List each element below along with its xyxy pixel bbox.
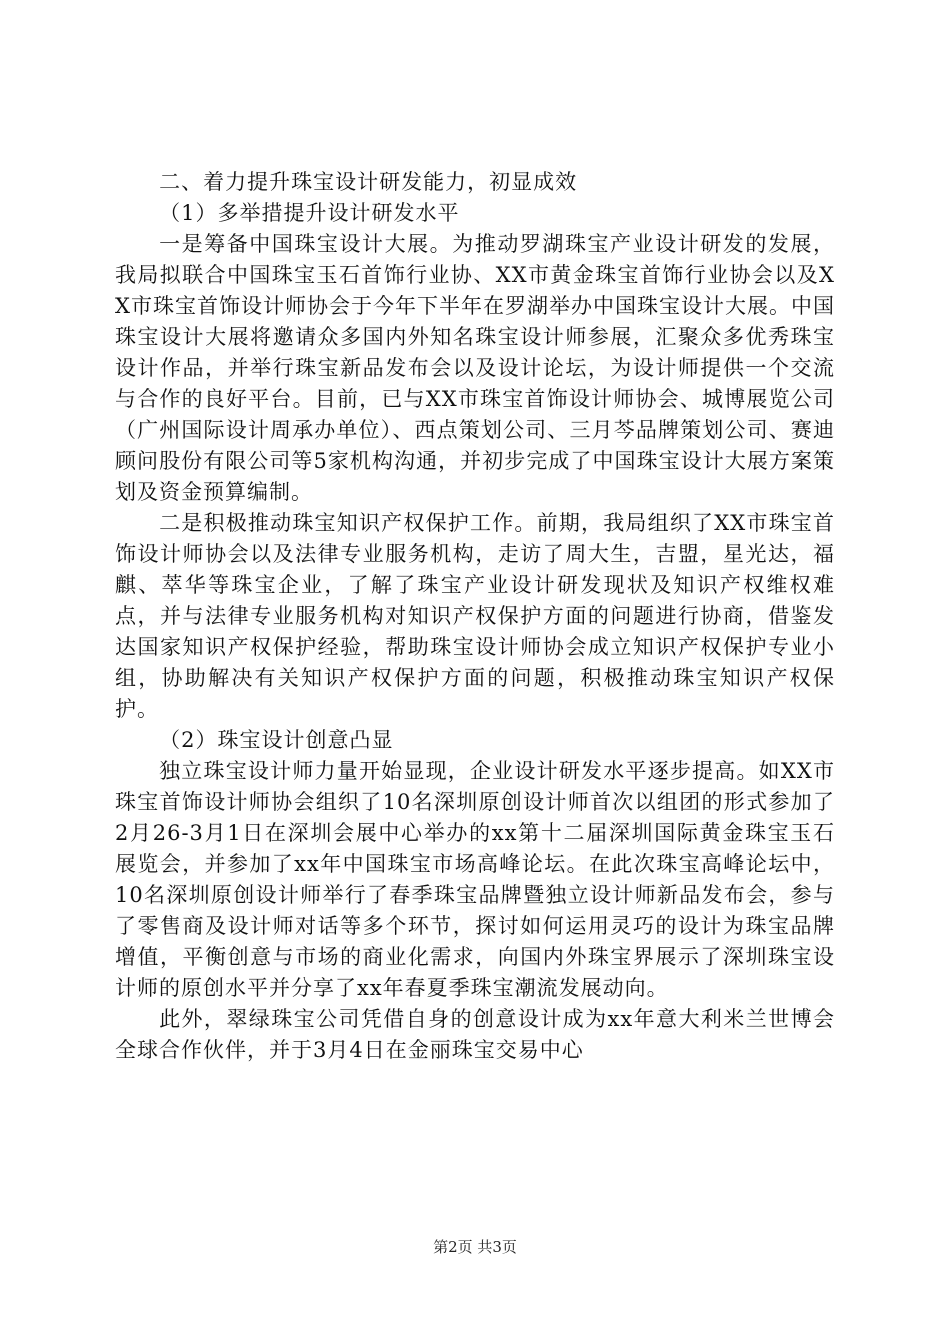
body-paragraph: 此外，翠绿珠宝公司凭借自身的创意设计成为xx年意大利米兰世博会全球合作伙伴，并于3月4日在金丽珠宝交易中心 bbox=[115, 1007, 835, 1062]
subsection-heading: （2）珠宝设计创意凸显 bbox=[159, 728, 394, 752]
body-paragraph: 一是筹备中国珠宝设计大展。为推动罗湖珠宝产业设计研发的发展，我局拟联合中国珠宝玉石首饰行业协、XX市黄金珠宝首饰行业协会以及XX市珠宝首饰设计师协会于今年下半年在罗湖举办中国珠宝设计大展。中国珠宝设计大展将邀请众多国内外知名珠宝设计师参展，汇聚众多优秀珠宝设计作品，并举行珠宝新品发布会以及设计论坛，为设计师提供一个交流与合作的良好平台。目前，已与XX市珠宝首饰设计师协会、城博展览公司（广州国际设计周承办单位）、西点策划公司、三月芩品牌策划公司、赛迪顾问股份有限公司等5家机构沟通，并初步完成了中国珠宝设计大展方案策划及资金预算编制。 bbox=[115, 232, 835, 504]
subsection-heading: （1）多举措提升设计研发水平 bbox=[159, 201, 460, 225]
body-paragraph: 二是积极推动珠宝知识产权保护工作。前期，我局组织了XX市珠宝首饰设计师协会以及法律专业服务机构，走访了周大生，吉盟，星光达，福麒、萃华等珠宝企业，了解了珠宝产业设计研发现状及知识产权维权难点，并与法律专业服务机构对知识产权保护方面的问题进行协商，借鉴发达国家知识产权保护经验，帮助珠宝设计师协会成立知识产权保护专业小组，协助解决有关知识产权保护方面的问题，积极推动珠宝知识产权保护。 bbox=[115, 511, 835, 721]
document-body bbox=[115, 167, 835, 1066]
body-paragraph: 独立珠宝设计师力量开始显现，企业设计研发水平逐步提高。如XX市珠宝首饰设计师协会组织了10名深圳原创设计师首次以组团的形式参加了2月26-3月1日在深圳会展中心举办的xx第十二届深圳国际黄金珠宝玉石展览会，并参加了xx年中国珠宝市场高峰论坛。在此次珠宝高峰论坛中，10名深圳原创设计师举行了春季珠宝品牌暨独立设计师新品发布会，参与了零售商及设计师对话等多个环节，探讨如何运用灵巧的设计为珠宝品牌增值，平衡创意与市场的商业化需求，向国内外珠宝界展示了深圳珠宝设计师的原创水平并分享了xx年春夏季珠宝潮流发展动向。 bbox=[115, 759, 835, 1000]
page-number-footer: 第2页 共3页 bbox=[433, 1238, 517, 1256]
section-heading: 二、着力提升珠宝设计研发能力，初显成效 bbox=[159, 170, 578, 194]
